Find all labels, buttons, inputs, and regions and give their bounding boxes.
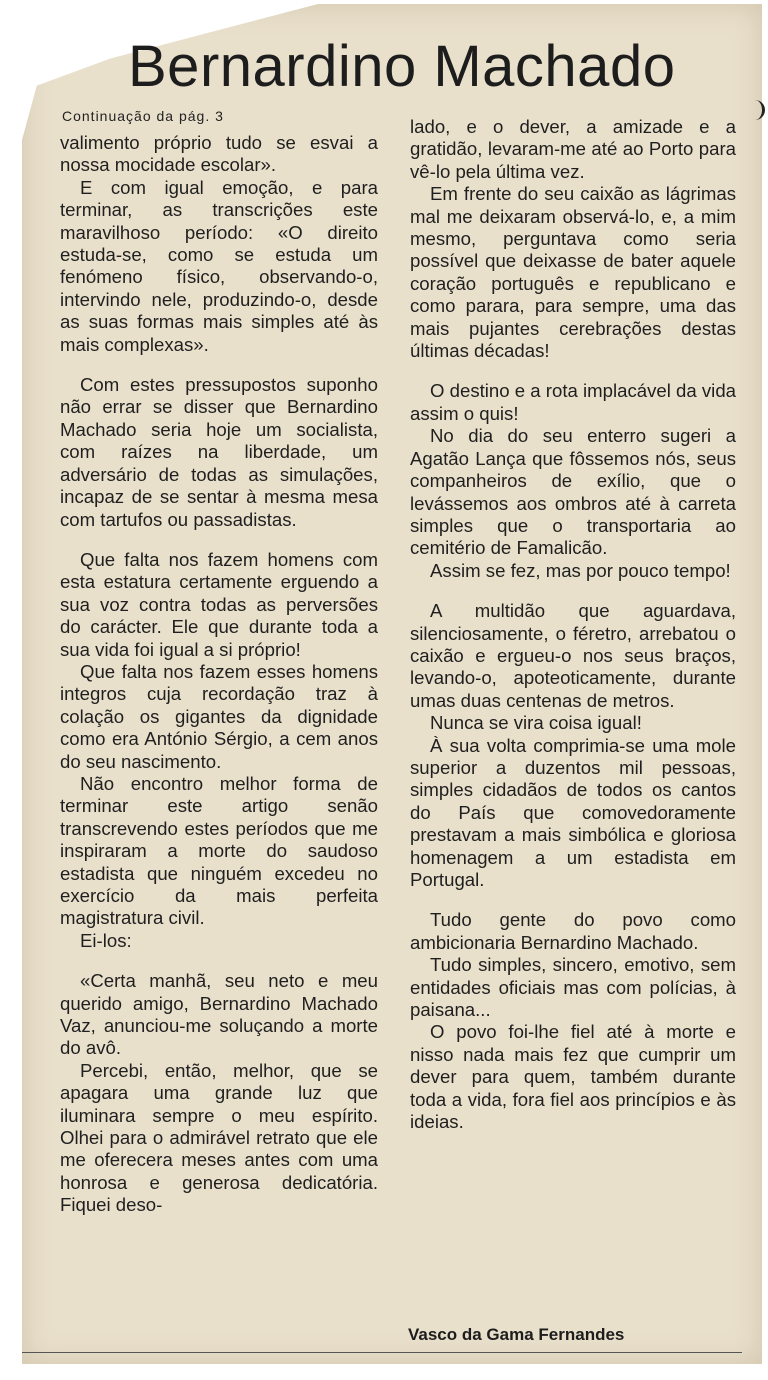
paragraph: E com igual emoção, e para terminar, as transcrições este maravilhoso período: «O direito estuda-se, como se estuda um fenómeno físico, observando-o, intervindo nele, produzindo-o, desde as suas formas mais simples até às mais complexas». xyxy=(60,176,378,355)
article-headline: Bernardino Machado xyxy=(128,34,676,99)
paragraph: O destino e a rota implacável da vida assim o quis! xyxy=(410,380,736,424)
paragraph: Tudo simples, sincero, emotivo, sem entidades oficiais mas com polícias, à paisana... xyxy=(410,954,736,1021)
paragraph: Nunca se vira coisa igual! xyxy=(430,712,642,734)
bottom-divider xyxy=(22,1352,742,1353)
paragraph: Com estes pressupostos suponho não errar se disser que Bernardino Machado seria hoje um socialista, com raízes na liberdade, um adversário de todas as simulações, incapaz de se sentar à mesma mesa com tartufos ou passadistas. xyxy=(60,374,378,530)
paragraph: Tudo gente do povo como ambicionaria Bernardino Machado. xyxy=(410,909,736,953)
continuation-note: Continuação da pág. 3 xyxy=(62,108,224,124)
paragraph: Em frente do seu caixão as lágrimas mal me deixaram observá-lo, e, a mim mesmo, perguntava como seria possível que deixasse de bater aquele coração português e republicano e como parara, para sempre, uma das mais pujantes cerebrações destas últimas décadas! xyxy=(410,183,736,362)
paragraph: valimento próprio tudo se esvai a nossa mocidade escolar». xyxy=(60,132,378,176)
paragraph: lado, e o dever, a amizade e a gratidão, levaram-me até ao Porto para vê-lo pela última vez. xyxy=(410,116,736,182)
author-signature: Vasco da Gama Fernandes xyxy=(408,1325,625,1344)
paragraph: Que falta nos fazem esses homens integros cuja recordação traz à colação os gigantes da dignidade como era António Sérgio, a cem anos do seu nascimento. xyxy=(60,660,378,772)
left-column xyxy=(60,132,378,1217)
paragraph: «Certa manhã, seu neto e meu querido amigo, Bernardino Machado Vaz, anunciou-me soluçando a morte do avô. xyxy=(60,970,378,1059)
paragraph: Não encontro melhor forma de terminar este artigo senão transcrevendo estes períodos que me inspiraram a morte do saudoso estadista que ninguém excedeu no exercício da mais perfeita magistratura civil. xyxy=(60,772,378,929)
right-column xyxy=(410,116,736,1133)
paragraph: Ei-los: xyxy=(80,929,132,951)
paragraph: A multidão que aguardava, silenciosamente, o féretro, arrebatou o caixão e ergueu-o nos seus braços, levando-o, apoteoticamente, durante umas duas centenas de metros. xyxy=(410,600,736,711)
paragraph: O povo foi-lhe fiel até à morte e nisso nada mais fez que cumprir um dever para quem, também durante toda a vida, fora fiel aos princípios e às ideias. xyxy=(410,1021,736,1133)
page-edge-mark xyxy=(752,100,765,120)
paragraph: À sua volta comprimia-se uma mole superior a duzentos mil pessoas, simples cidadãos de todos os cantos do País que comovedoramente prestavam a mais simbólica e gloriosa homenagem a um estadista em Portugal. xyxy=(410,734,736,890)
paragraph: Que falta nos fazem homens com esta estatura certamente erguendo a sua voz contra todas as perversões do carácter. Ele que durante toda a sua vida foi igual a si próprio! xyxy=(60,548,378,660)
paragraph: Assim se fez, mas por pouco tempo! xyxy=(430,559,731,581)
paragraph: No dia do seu enterro sugeri a Agatão Lança que fôssemos nós, seus companheiros de exílio, que o levássemos aos ombros até à carreta simples que o transportaria ao cemitério de Famalicão. xyxy=(410,425,736,559)
paragraph: Percebi, então, melhor, que se apagara uma grande luz que iluminara sempre o meu espírito. Olhei para o admirável retrato que ele me oferecera meses antes com uma honrosa e generosa dedicatória. Fiquei deso- xyxy=(60,1059,378,1216)
